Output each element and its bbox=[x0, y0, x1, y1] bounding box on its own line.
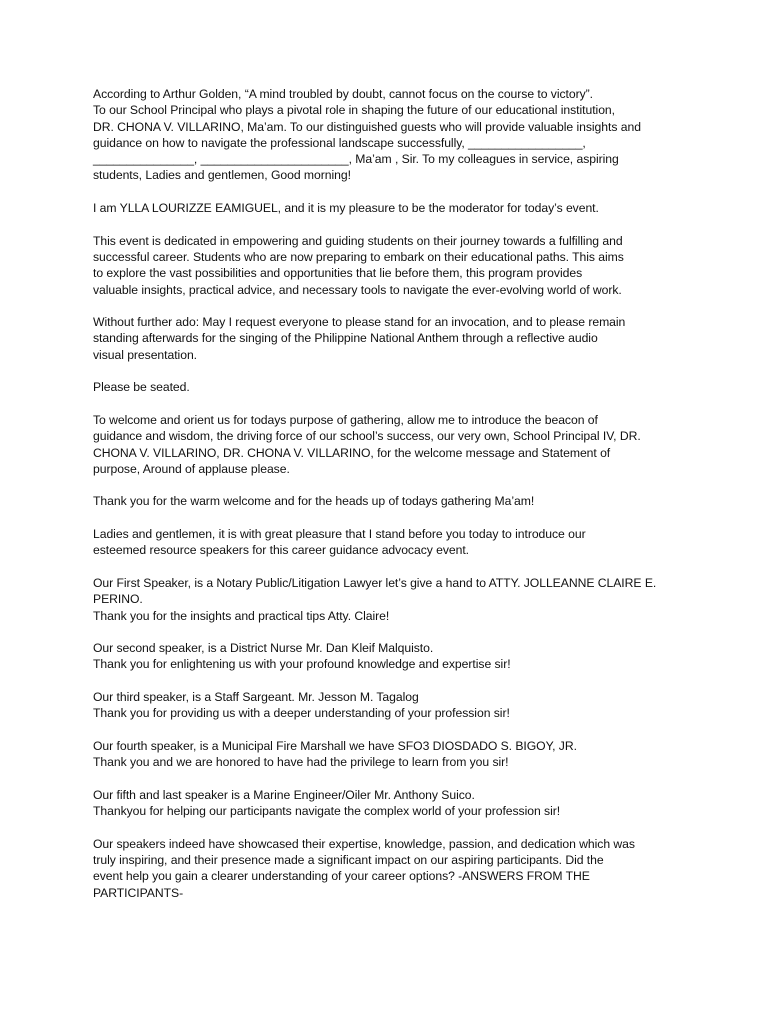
text-line: guidance and wisdom, the driving force of our school’s success, our very own, School Principal IV, DR. bbox=[93, 429, 641, 444]
text-line: _______________, ______________________, Ma’am , Sir. To my colleagues in service, aspiring bbox=[93, 152, 619, 167]
paragraph bbox=[93, 787, 683, 820]
text-line: Our speakers indeed have showcased their expertise, knowledge, passion, and dedication which was bbox=[93, 836, 635, 851]
text-line: This event is dedicated in empowering and guiding students on their journey towards a fulfilling and bbox=[93, 233, 623, 248]
text-line: Our second speaker, is a District Nurse Mr. Dan Kleif Malquisto. bbox=[93, 641, 434, 656]
paragraph bbox=[93, 575, 683, 624]
text-line: to explore the vast possibilities and opportunities that lie before them, this program provides bbox=[93, 266, 583, 281]
text-line: successful career. Students who are now preparing to embark on their educational paths. This aims bbox=[93, 249, 624, 264]
text-line: Thankyou for helping our participants navigate the complex world of your profession sir! bbox=[93, 804, 561, 819]
paragraph bbox=[93, 200, 683, 216]
text-line: PARTICIPANTS- bbox=[93, 885, 184, 900]
text-line: purpose, Around of applause please. bbox=[93, 461, 290, 476]
text-line: Our fifth and last speaker is a Marine Engineer/Oiler Mr. Anthony Suico. bbox=[93, 787, 475, 802]
text-line: valuable insights, practical advice, and necessary tools to navigate the ever-evolving world of work. bbox=[93, 282, 622, 297]
text-line: Our fourth speaker, is a Municipal Fire Marshall we have SFO3 DIOSDADO S. BIGOY, JR. bbox=[93, 738, 577, 753]
paragraph bbox=[93, 412, 683, 477]
text-line: Thank you for enlightening us with your profound knowledge and expertise sir! bbox=[93, 657, 511, 672]
text-line: Our First Speaker, is a Notary Public/Litigation Lawyer let’s give a hand to ATTY. JOLLEANNE CLAIRE E. bbox=[93, 575, 657, 590]
paragraph bbox=[93, 526, 683, 559]
text-line: Thank you and we are honored to have had the privilege to learn from you sir! bbox=[93, 755, 509, 770]
paragraph bbox=[93, 233, 683, 298]
paragraph bbox=[93, 836, 683, 901]
text-line: standing afterwards for the singing of the Philippine National Anthem through a reflective audio bbox=[93, 331, 598, 346]
paragraph bbox=[93, 493, 683, 509]
text-line: Thank you for the insights and practical tips Atty. Claire! bbox=[93, 608, 390, 623]
text-line: I am YLLA LOURIZZE EAMIGUEL, and it is my pleasure to be the moderator for today’s event. bbox=[93, 201, 599, 216]
text-line: truly inspiring, and their presence made a significant impact on our aspiring participants. Did the bbox=[93, 852, 604, 867]
paragraph bbox=[93, 640, 683, 673]
text-line: To welcome and orient us for todays purpose of gathering, allow me to introduce the beacon of bbox=[93, 412, 598, 427]
text-line: esteemed resource speakers for this career guidance advocacy event. bbox=[93, 543, 470, 558]
text-line: Thank you for the warm welcome and for the heads up of todays gathering Ma’am! bbox=[93, 494, 535, 509]
paragraph bbox=[93, 738, 683, 771]
text-line: DR. CHONA V. VILLARINO, Ma’am. To our distinguished guests who will provide valuable insights and bbox=[93, 119, 641, 134]
text-line: Please be seated. bbox=[93, 380, 190, 395]
text-line: students, Ladies and gentlemen, Good morning! bbox=[93, 168, 351, 183]
text-line: Thank you for providing us with a deeper understanding of your profession sir! bbox=[93, 706, 510, 721]
paragraph bbox=[93, 689, 683, 722]
text-line: CHONA V. VILLARINO, DR. CHONA V. VILLARINO, for the welcome message and Statement of bbox=[93, 445, 611, 460]
text-line: Without further ado: May I request everyone to please stand for an invocation, and to please remain bbox=[93, 315, 626, 330]
text-line: guidance on how to navigate the professional landscape successfully, _________________, bbox=[93, 135, 586, 150]
paragraph bbox=[93, 379, 683, 395]
text-line: PERINO. bbox=[93, 592, 143, 607]
text-line: visual presentation. bbox=[93, 347, 198, 362]
text-line: Our third speaker, is a Staff Sargeant. Mr. Jesson M. Tagalog bbox=[93, 689, 419, 704]
text-line: Ladies and gentlemen, it is with great pleasure that I stand before you today to introduce our bbox=[93, 527, 586, 542]
paragraph bbox=[93, 314, 683, 363]
paragraph bbox=[93, 86, 683, 184]
text-line: According to Arthur Golden, “A mind troubled by doubt, cannot focus on the course to victory”. bbox=[93, 87, 594, 101]
text-line: To our School Principal who plays a pivotal role in shaping the future of our educational institution, bbox=[93, 103, 615, 118]
text-line: event help you gain a clearer understanding of your career options? -ANSWERS FROM THE bbox=[93, 869, 590, 884]
document-body bbox=[93, 86, 683, 917]
